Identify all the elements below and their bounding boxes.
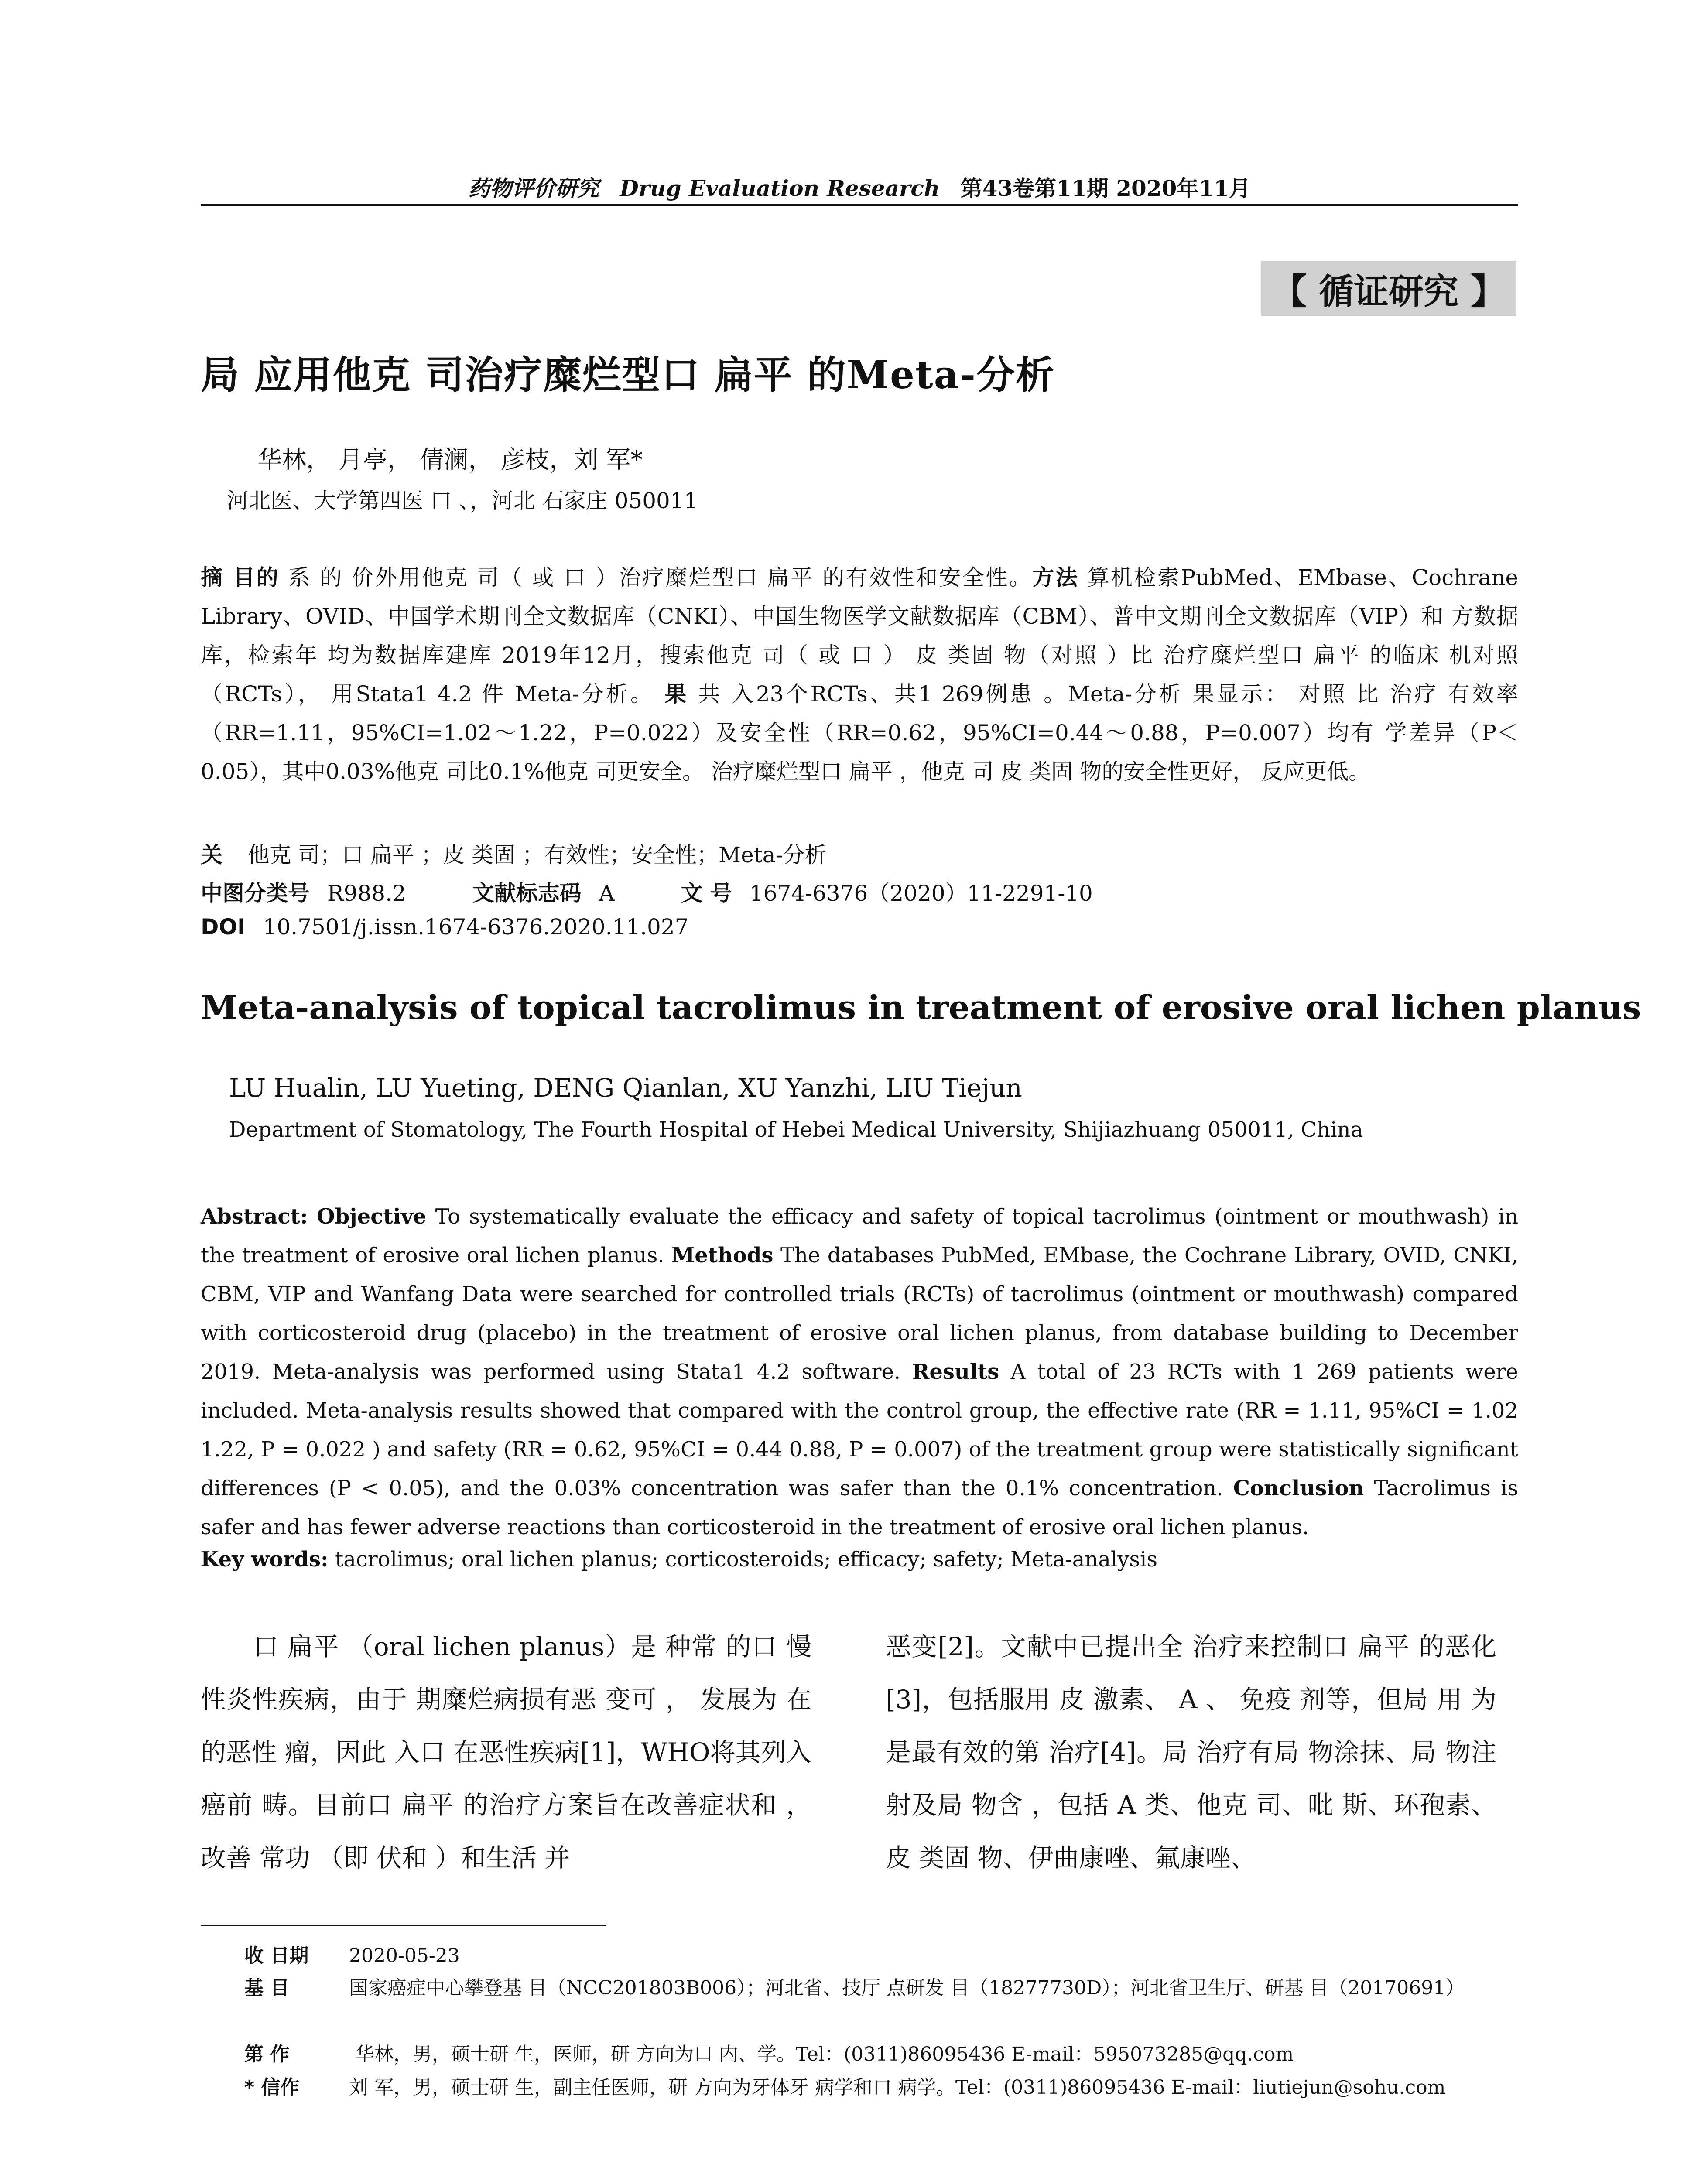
footnote-funding bbox=[244, 1973, 1518, 2003]
classification-value: R988.2 bbox=[327, 881, 406, 906]
footnote-corresponding bbox=[244, 2073, 1518, 2102]
footnote-funding-label: 基 目 bbox=[244, 1977, 290, 1999]
affiliation-en: Department of Stomatology, The Fourth Hospital of Hebei Medical University, Shijiazhuang 050011, China bbox=[229, 1118, 1363, 1142]
conclusion-en-text: Tacrolimus is safer and has fewer adverse reactions than corticosteroid in the treatment of erosive oral lichen planus. bbox=[201, 1476, 1519, 1539]
conclusion-cn-text: 治疗糜烂型口 扁平 ，他克 司 皮 类固 物的安全性更好， 反应更低。 bbox=[704, 759, 1371, 784]
methods-en-text: The databases PubMed, EMbase, the Cochrane Library, OVID, CNKI, CBM, VIP and Wanfang Data were searched for controlled trials (RCTs) of tacrolimus (ointment or mouthwash) compared with corticosteroid drug (placebo) in the treatment of erosive oral lichen planus, from database building to December 2019. Meta-analysis was performed using Stata1 4.2 software. bbox=[201, 1243, 1519, 1384]
journal-logo-cn: 药物评价研究 bbox=[468, 175, 599, 201]
page-header bbox=[201, 171, 1518, 202]
objective-en-label: Objective bbox=[316, 1204, 427, 1229]
authors-cn: 华林， 月亭， 倩澜， 彦枝，刘 军* bbox=[257, 446, 643, 474]
journal-issue: 第43卷第11期 2020年11月 bbox=[960, 175, 1251, 201]
journal-name-en: Drug Evaluation Research bbox=[620, 175, 940, 201]
title-en: Meta-analysis of topical tacrolimus in treatment of erosive oral lichen planus bbox=[201, 988, 1641, 1027]
results-en-label: Results bbox=[912, 1360, 999, 1384]
classification-label: 中图分类号 bbox=[201, 881, 310, 906]
footnote-first-author-label: 第 作 bbox=[244, 2043, 290, 2065]
doc-code-label: 文献标志码 bbox=[472, 881, 582, 906]
authors-en: LU Hualin, LU Yueting, DENG Qianlan, XU Yanzhi, LIU Tiejun bbox=[229, 1073, 1022, 1103]
methods-cn-text: 算机检索PubMed、EMbase、Cochrane Library、OVID、中国学术期刊全文数据库（CNKI）、中国生物医学文献数据库（CBM）、普中文期刊全文数据库（VIP）和 方数据库，检索年 均为数据库建库 2019年12月，搜索他克 司（ 或 口 ） 皮 类固 物（对照 ）比 治疗糜烂型口 扁平 的临床 机对照 （RCTs）， 用Stata1 4.2 件 Meta-分析。 bbox=[201, 565, 1518, 707]
keywords-en bbox=[201, 1547, 1518, 1572]
keywords-cn bbox=[201, 838, 826, 869]
column-badge: 【 循证研究 】 bbox=[1261, 261, 1516, 316]
keywords-en-label: Key words: bbox=[201, 1547, 329, 1572]
footnote-first-author bbox=[244, 2040, 1518, 2069]
footnote-corresponding-label: * 信作 bbox=[244, 2076, 300, 2099]
abstract-en bbox=[201, 1197, 1518, 1547]
footnote-corresponding-text: 刘 军，男，硕士研 生，副主任医师，研 方向为牙体牙 病学和口 病学。Tel：(0311)86095436 E-mail：liutiejun@sohu.com bbox=[349, 2076, 1446, 2099]
abstract-en-label: Abstract: bbox=[201, 1204, 308, 1229]
title-cn: 局 应用他克 司治疗糜烂型口 扁平 的Meta-分析 bbox=[201, 352, 1055, 397]
footnote-received-label: 收 日期 bbox=[244, 1945, 309, 1967]
footnote-received-text: 2020-05-23 bbox=[349, 1945, 460, 1967]
body-column-right: 恶变[2]。文献中已提出全 治疗来控制口 扁平 的恶化[3]，包括服用 皮 激素、 A 、 免疫 剂等，但局 用 为是最有效的第 治疗[4]。局 治疗有局 物涂抹、局 物注射及局 物含 ，包括 A 类、他克 司、吡 斯、环孢素、皮 类固 物、伊曲康唑、氟康唑、 bbox=[886, 1632, 1496, 1873]
results-en-text: A total of 23 RCTs with 1 269 patients were included. Meta-analysis results showed that compared with the control group, the effective rate (RR = 1.11, 95%CI = 1.02 1.22, P = 0.022 ) and safety (RR = 0.62, 95%CI = 0.44 0.88, P = 0.007) of the treatment group were statistically significant differences (P < 0.05), and the 0.03% concentration was safer than the 0.1% concentration. bbox=[201, 1360, 1519, 1501]
keywords-cn-text: 他克 司；口 扁平 ；皮 类固 ；有效性；安全性；Meta-分析 bbox=[247, 842, 827, 868]
footnote-first-author-text: 华林，男，硕士研 生，医师，研 方向为口 内、学。Tel：(0311)86095436 E-mail：595073285@qq.com bbox=[349, 2043, 1294, 2065]
article-no-value: 1674-6376（2020）11-2291-10 bbox=[749, 881, 1093, 906]
article-no-label: 文 号 bbox=[681, 881, 732, 906]
affiliation-cn: 河北医、大学第四医 口 、，河北 石家庄 050011 bbox=[227, 488, 698, 513]
objective-en-text: To systematically evaluate the efficacy and safety of topical tacrolimus (ointment or mouthwash) in the treatment of erosive oral lichen planus. bbox=[201, 1204, 1519, 1268]
methods-en-label: Methods bbox=[671, 1243, 774, 1268]
methods-cn-label: 方法 bbox=[1032, 565, 1079, 590]
footnote-received bbox=[244, 1941, 1518, 1971]
doi-value: 10.7501/j.issn.1674-6376.2020.11.027 bbox=[263, 914, 689, 940]
doi-label: DOI bbox=[201, 914, 246, 940]
footnote-rule bbox=[201, 1925, 606, 1926]
footnote-funding-text: 国家癌症中心攀登基 目（NCC201803B006）；河北省、技厅 点研发 目（18277730D）；河北省卫生厅、研基 目（20170691） bbox=[349, 1977, 1465, 1999]
results-cn-text: 共 入23个RCTs、共1 269例患 。Meta-分析 果显示： 对照 比 治疗 有效率（RR=1.11，95%CI=1.02～1.22，P=0.022）及安全性（RR=0.62，95%CI=0.44～0.88，P=0.007）均有 学差异（P＜0.05），其中0.03%他克 司比0.1%他克 司更安全。 bbox=[201, 681, 1518, 784]
keywords-cn-label: 关 bbox=[201, 842, 230, 868]
doi-line bbox=[201, 914, 688, 940]
conclusion-en-label: Conclusion bbox=[1233, 1476, 1364, 1501]
objective-cn-label: 目的 bbox=[233, 565, 280, 590]
objective-cn-text: 系 的 价外用他克 司（ 或 口 ）治疗糜烂型口 扁平 的有效性和安全性。 bbox=[280, 565, 1033, 590]
keywords-en-text: tacrolimus; oral lichen planus; corticosteroids; efficacy; safety; Meta-analysis bbox=[335, 1547, 1157, 1572]
classification-line bbox=[201, 876, 1093, 907]
header-rule bbox=[201, 204, 1518, 206]
abstract-cn-label: 摘 bbox=[201, 565, 233, 590]
body-column-left: 口 扁平 （oral lichen planus）是 种常 的口 慢性炎性疾病，由于 期糜烂病损有恶 变可 ， 发展为 在的恶性 瘤，因此 入口 在恶性疾病[1]，WHO将其列入癌前 畴。目前口 扁平 的治疗方案旨在改善症状和 ，改善 常功 （即 伏和 ）和生活 并 bbox=[201, 1632, 811, 1873]
doc-code-value: A bbox=[599, 881, 615, 906]
results-cn-label: 果 bbox=[654, 681, 689, 707]
abstract-cn bbox=[201, 558, 1518, 791]
